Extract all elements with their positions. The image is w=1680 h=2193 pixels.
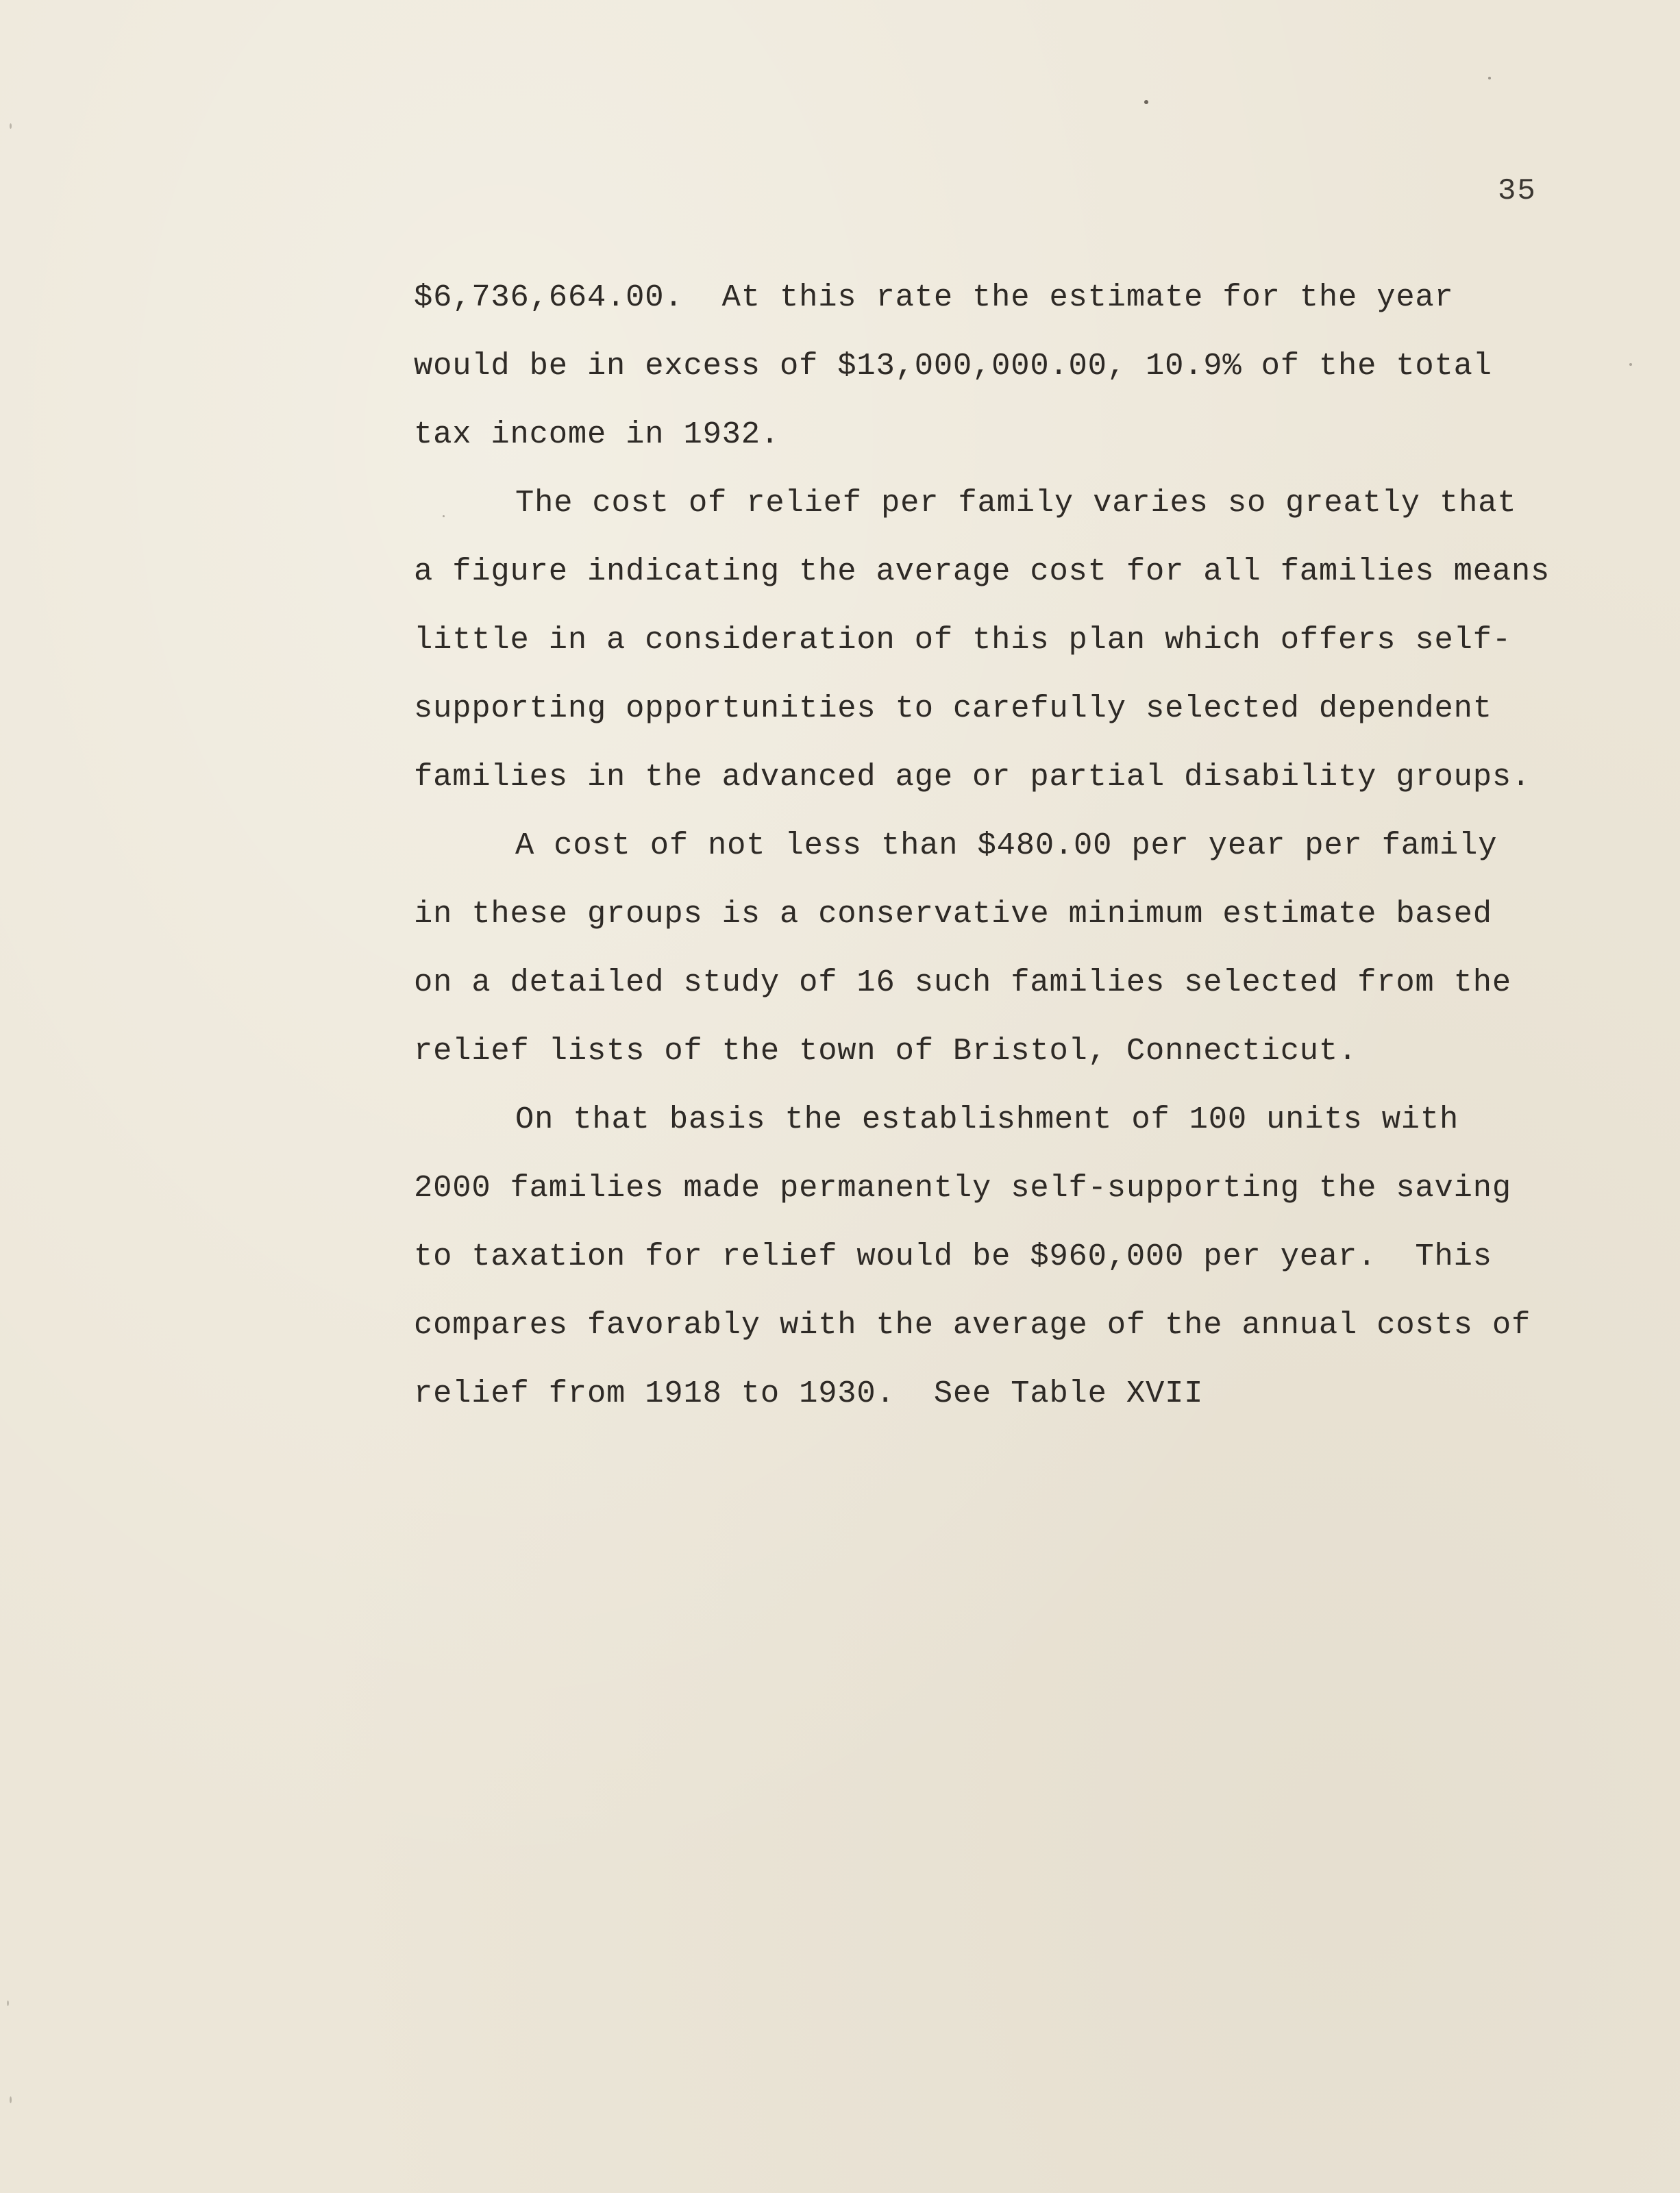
text-line: families in the advanced age or partial disability groups.: [414, 759, 1531, 795]
text-line: in these groups is a conservative minimum estimate based: [414, 896, 1492, 932]
paper-speck: [7, 2000, 9, 2006]
text-line: would be in excess of $13,000,000.00, 10.9% of the total: [414, 348, 1492, 384]
paragraph-start-line: On that basis the establishment of 100 units with: [515, 1102, 1459, 1137]
text-line: tax income in 1932.: [414, 417, 780, 452]
text-line: to taxation for relief would be $960,000 per year. This: [414, 1239, 1492, 1274]
text-line: on a detailed study of 16 such families selected from the: [414, 965, 1511, 1000]
text-line: little in a consideration of this plan which offers self-: [414, 622, 1511, 658]
paper-speck: [443, 515, 445, 517]
paper-speck: [1629, 363, 1632, 366]
text-line: 2000 families made permanently self-supporting the saving: [414, 1170, 1511, 1206]
text-line: relief from 1918 to 1930. See Table XVII: [414, 1376, 1204, 1411]
text-line: supporting opportunities to carefully selected dependent: [414, 691, 1492, 726]
text-line: relief lists of the town of Bristol, Connecticut.: [414, 1033, 1358, 1069]
text-line: compares favorably with the average of the annual costs of: [414, 1307, 1531, 1343]
paragraph-start-line: A cost of not less than $480.00 per year per family: [515, 828, 1498, 863]
text-line: $6,736,664.00. At this rate the estimate for the year: [414, 280, 1454, 315]
page-number: 35: [1498, 174, 1537, 208]
text-line: a figure indicating the average cost for all families means: [414, 554, 1551, 589]
paper-speck: [1144, 100, 1148, 104]
paper-speck: [10, 2096, 12, 2103]
paragraph-start-line: The cost of relief per family varies so greatly that: [515, 485, 1517, 521]
paper-speck: [1488, 77, 1491, 79]
paper-speck: [10, 123, 12, 129]
